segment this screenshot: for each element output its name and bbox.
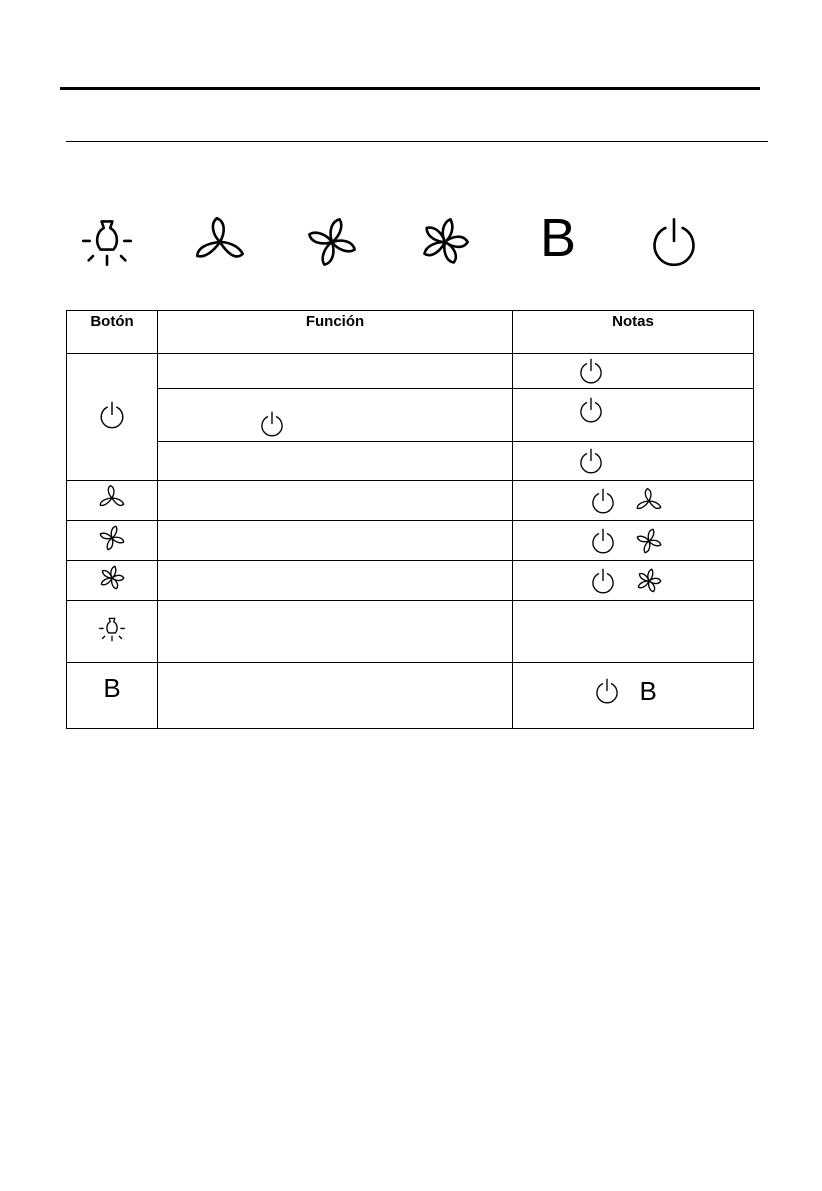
table-row	[67, 481, 754, 521]
function-cell	[158, 561, 513, 601]
button-cell	[67, 663, 158, 729]
button-cell	[67, 561, 158, 601]
power-icon	[593, 677, 621, 705]
table-row	[67, 521, 754, 561]
function-cell	[158, 354, 513, 389]
notes-cell	[513, 389, 754, 442]
notes-cell	[513, 442, 754, 481]
top-rule	[60, 87, 760, 90]
button-cell	[67, 481, 158, 521]
header-notes: Notas	[513, 311, 754, 354]
power-icon	[577, 447, 605, 475]
notes-cell	[513, 521, 754, 561]
section-rule	[66, 141, 768, 142]
table-row	[67, 389, 754, 442]
fan-speed-2-icon	[305, 215, 359, 269]
fan-speed-2-icon	[635, 527, 663, 555]
control-panel-icons	[0, 205, 822, 285]
button-cell	[67, 354, 158, 481]
button-cell	[67, 601, 158, 663]
function-cell	[158, 521, 513, 561]
fan-speed-1-icon	[193, 215, 247, 269]
table-row	[67, 663, 754, 729]
controls-table	[66, 310, 754, 729]
boost-icon: B	[639, 676, 657, 706]
power-icon	[589, 527, 617, 555]
power-icon	[258, 410, 286, 438]
notes-cell	[513, 663, 754, 729]
table-header-row	[67, 311, 754, 354]
power-icon	[577, 396, 605, 424]
function-cell	[158, 601, 513, 663]
notes-cell	[513, 601, 754, 663]
function-cell	[158, 481, 513, 521]
notes-cell	[513, 561, 754, 601]
table-row	[67, 442, 754, 481]
fan-speed-3-icon	[98, 564, 126, 592]
fan-speed-3-icon	[635, 567, 663, 595]
table-row	[67, 354, 754, 389]
power-icon	[97, 400, 127, 430]
fan-speed-2-icon	[98, 524, 126, 552]
power-icon	[647, 215, 701, 269]
light-icon	[98, 615, 126, 643]
fan-speed-3-icon	[418, 215, 472, 269]
notes-cell	[513, 481, 754, 521]
header-button: Botón	[67, 311, 158, 354]
boost-icon: B	[540, 208, 577, 268]
header-function: Función	[158, 311, 513, 354]
boost-icon: B	[103, 673, 121, 703]
power-icon	[577, 357, 605, 385]
notes-cell	[513, 354, 754, 389]
button-cell	[67, 521, 158, 561]
power-icon	[589, 487, 617, 515]
table-row	[67, 601, 754, 663]
function-cell	[158, 663, 513, 729]
fan-speed-1-icon	[98, 484, 126, 512]
function-cell	[158, 389, 513, 442]
light-icon	[80, 215, 134, 269]
power-icon	[589, 567, 617, 595]
function-cell	[158, 442, 513, 481]
fan-speed-1-icon	[635, 487, 663, 515]
table-row	[67, 561, 754, 601]
